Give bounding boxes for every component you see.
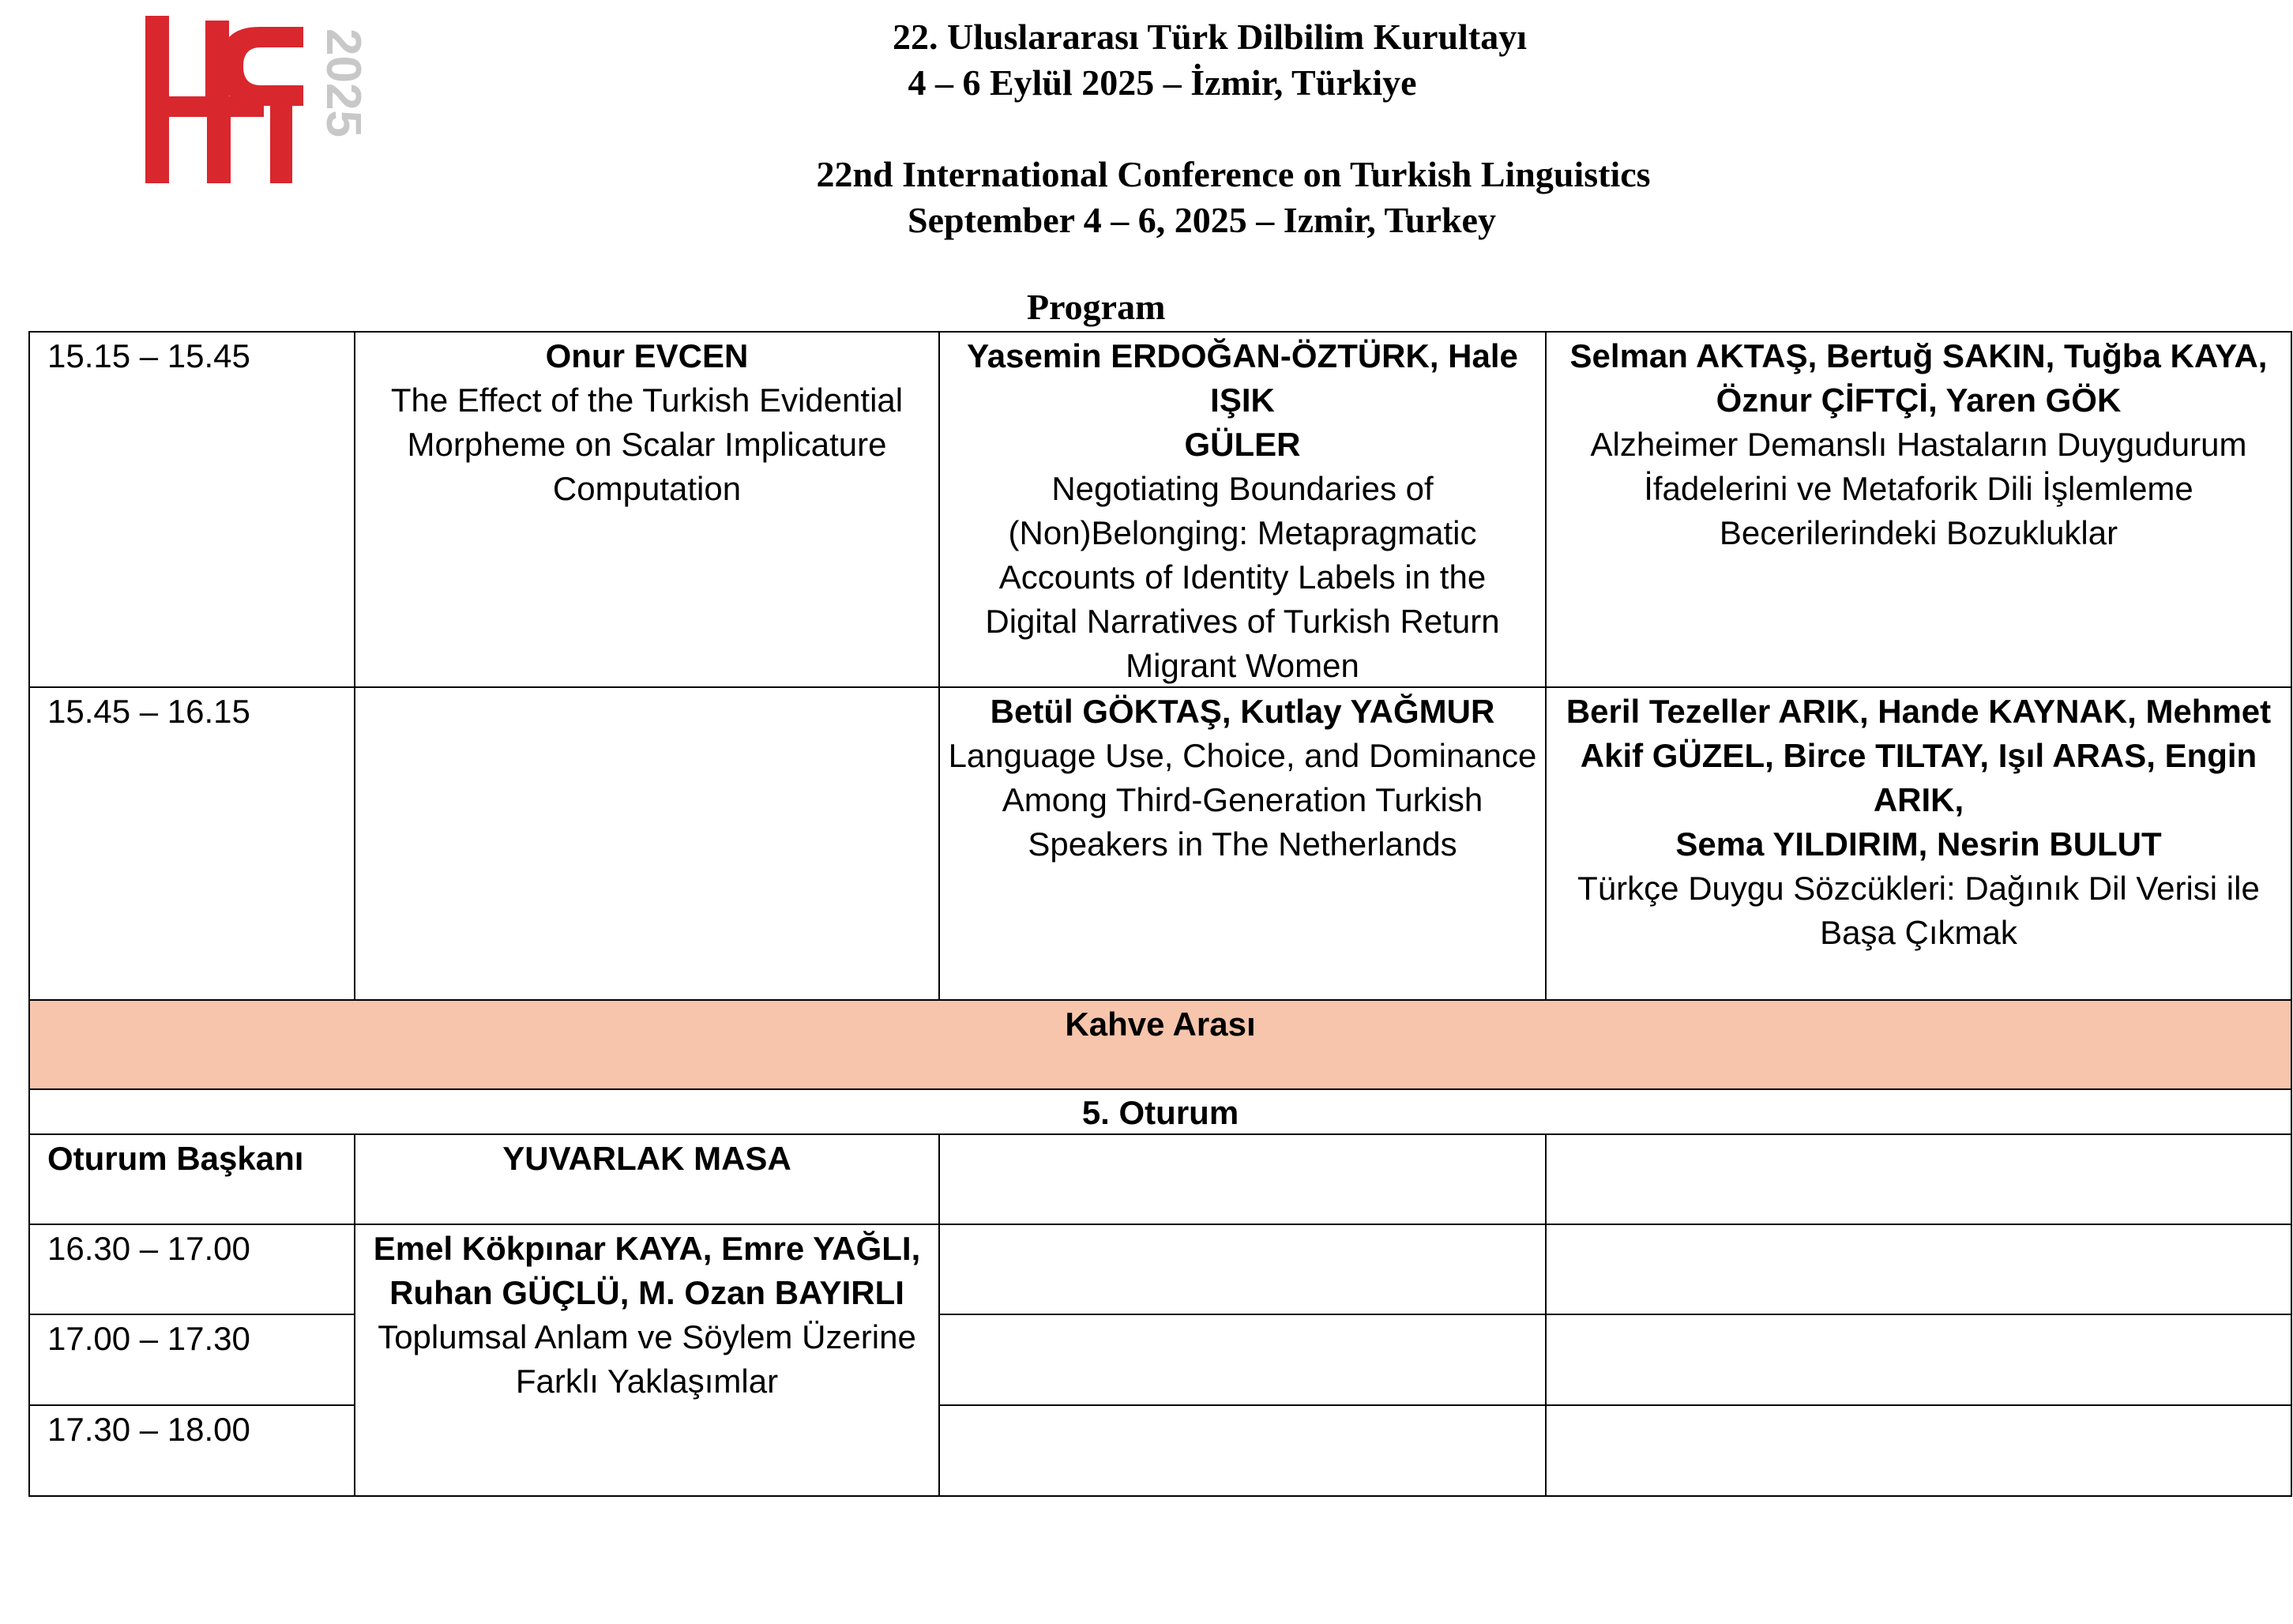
paper-title-line: Migrant Women xyxy=(1126,647,1359,684)
time-slot: 15.45 – 16.15 xyxy=(47,693,250,730)
logo-year: 2025 xyxy=(316,28,370,137)
paper-authors: Sema YILDIRIM, Nesrin BULUT xyxy=(1675,825,2162,863)
paper-title-line: Among Third-Generation Turkish xyxy=(1002,781,1483,818)
paper-title-line: Alzheimer Demanslı Hastaların Duygudurum xyxy=(1590,426,2247,463)
time-slot: 17.00 – 17.30 xyxy=(47,1320,250,1357)
paper-cell xyxy=(940,690,1545,867)
paper-authors: Emel Kökpınar KAYA, Emre YAĞLI, xyxy=(373,1230,921,1267)
coffee-break-label: Kahve Arası xyxy=(1065,1006,1256,1043)
paper-authors: Betül GÖKTAŞ, Kutlay YAĞMUR xyxy=(990,693,1495,730)
date-turkish: 4 – 6 Eylül 2025 – İzmir, Türkiye xyxy=(908,62,1417,103)
title-turkish: 22. Uluslararası Türk Dilbilim Kurultayı xyxy=(893,17,1527,57)
program-table xyxy=(28,331,2292,1497)
paper-title-line: İfadelerini ve Metaforik Dili İşlemleme xyxy=(1644,470,2193,507)
paper-title-line: Türkçe Duygu Sözcükleri: Dağınık Dil Verisi ile xyxy=(1577,870,2260,907)
date-english: September 4 – 6, 2025 – Izmir, Turkey xyxy=(908,200,1496,240)
paper-authors: Beril Tezeller ARIK, Hande KAYNAK, Mehmet xyxy=(1566,693,2272,730)
session-title: 5. Oturum xyxy=(1081,1094,1239,1131)
paper-authors: Öznur ÇİFTÇİ, Yaren GÖK xyxy=(1716,382,2122,419)
program-heading: Program xyxy=(1027,287,1166,327)
paper-title-line: Farklı Yaklaşımlar xyxy=(515,1363,779,1400)
paper-title-line: Computation xyxy=(552,470,742,507)
roundtable-cell xyxy=(355,1227,938,1404)
paper-authors: Ruhan GÜÇLÜ, M. Ozan BAYIRLI xyxy=(389,1274,904,1311)
title-english: 22nd International Conference on Turkish Linguistics xyxy=(816,154,1651,194)
time-slot: 17.30 – 18.00 xyxy=(47,1411,250,1448)
paper-title-line: (Non)Belonging: Metapragmatic xyxy=(1008,514,1477,551)
paper-title-line: Becerilerindeki Bozukluklar xyxy=(1719,514,2118,551)
paper-title-line: Language Use, Choice, and Dominance xyxy=(948,737,1537,774)
time-slot: 15.15 – 15.45 xyxy=(47,337,250,374)
paper-title-line: Speakers in The Netherlands xyxy=(1028,825,1457,863)
paper-title-line: Toplumsal Anlam ve Söylem Üzerine xyxy=(378,1318,916,1355)
paper-title-line: Digital Narratives of Turkish Return xyxy=(985,603,1500,640)
session-chair-label: Oturum Başkanı xyxy=(47,1140,304,1177)
paper-title-line: Başa Çıkmak xyxy=(1820,914,2017,951)
paper-title-line: Negotiating Boundaries of xyxy=(1051,470,1434,507)
time-slot: 16.30 – 17.00 xyxy=(47,1230,250,1267)
paper-authors: GÜLER xyxy=(1184,426,1301,463)
paper-title-line: Morpheme on Scalar Implicature xyxy=(407,426,887,463)
paper-title-line: Accounts of Identity Labels in the xyxy=(998,558,1487,596)
paper-title-line: The Effect of the Turkish Evidential xyxy=(390,382,904,419)
paper-cell xyxy=(355,334,938,511)
paper-authors: Yasemin ERDOĞAN-ÖZTÜRK, Hale IŞIK xyxy=(967,337,1518,419)
paper-cell xyxy=(1547,334,2291,555)
paper-authors: Akif GÜZEL, Birce TILTAY, Işıl ARAS, Engin ARIK, xyxy=(1580,737,2257,818)
paper-cell xyxy=(1547,690,2291,955)
paper-authors: Onur EVCEN xyxy=(545,337,749,374)
paper-authors: Selman AKTAŞ, Bertuğ SAKIN, Tuğba KAYA, xyxy=(1569,337,2268,374)
roundtable-label: YUVARLAK MASA xyxy=(502,1140,791,1177)
paper-cell xyxy=(940,334,1545,688)
